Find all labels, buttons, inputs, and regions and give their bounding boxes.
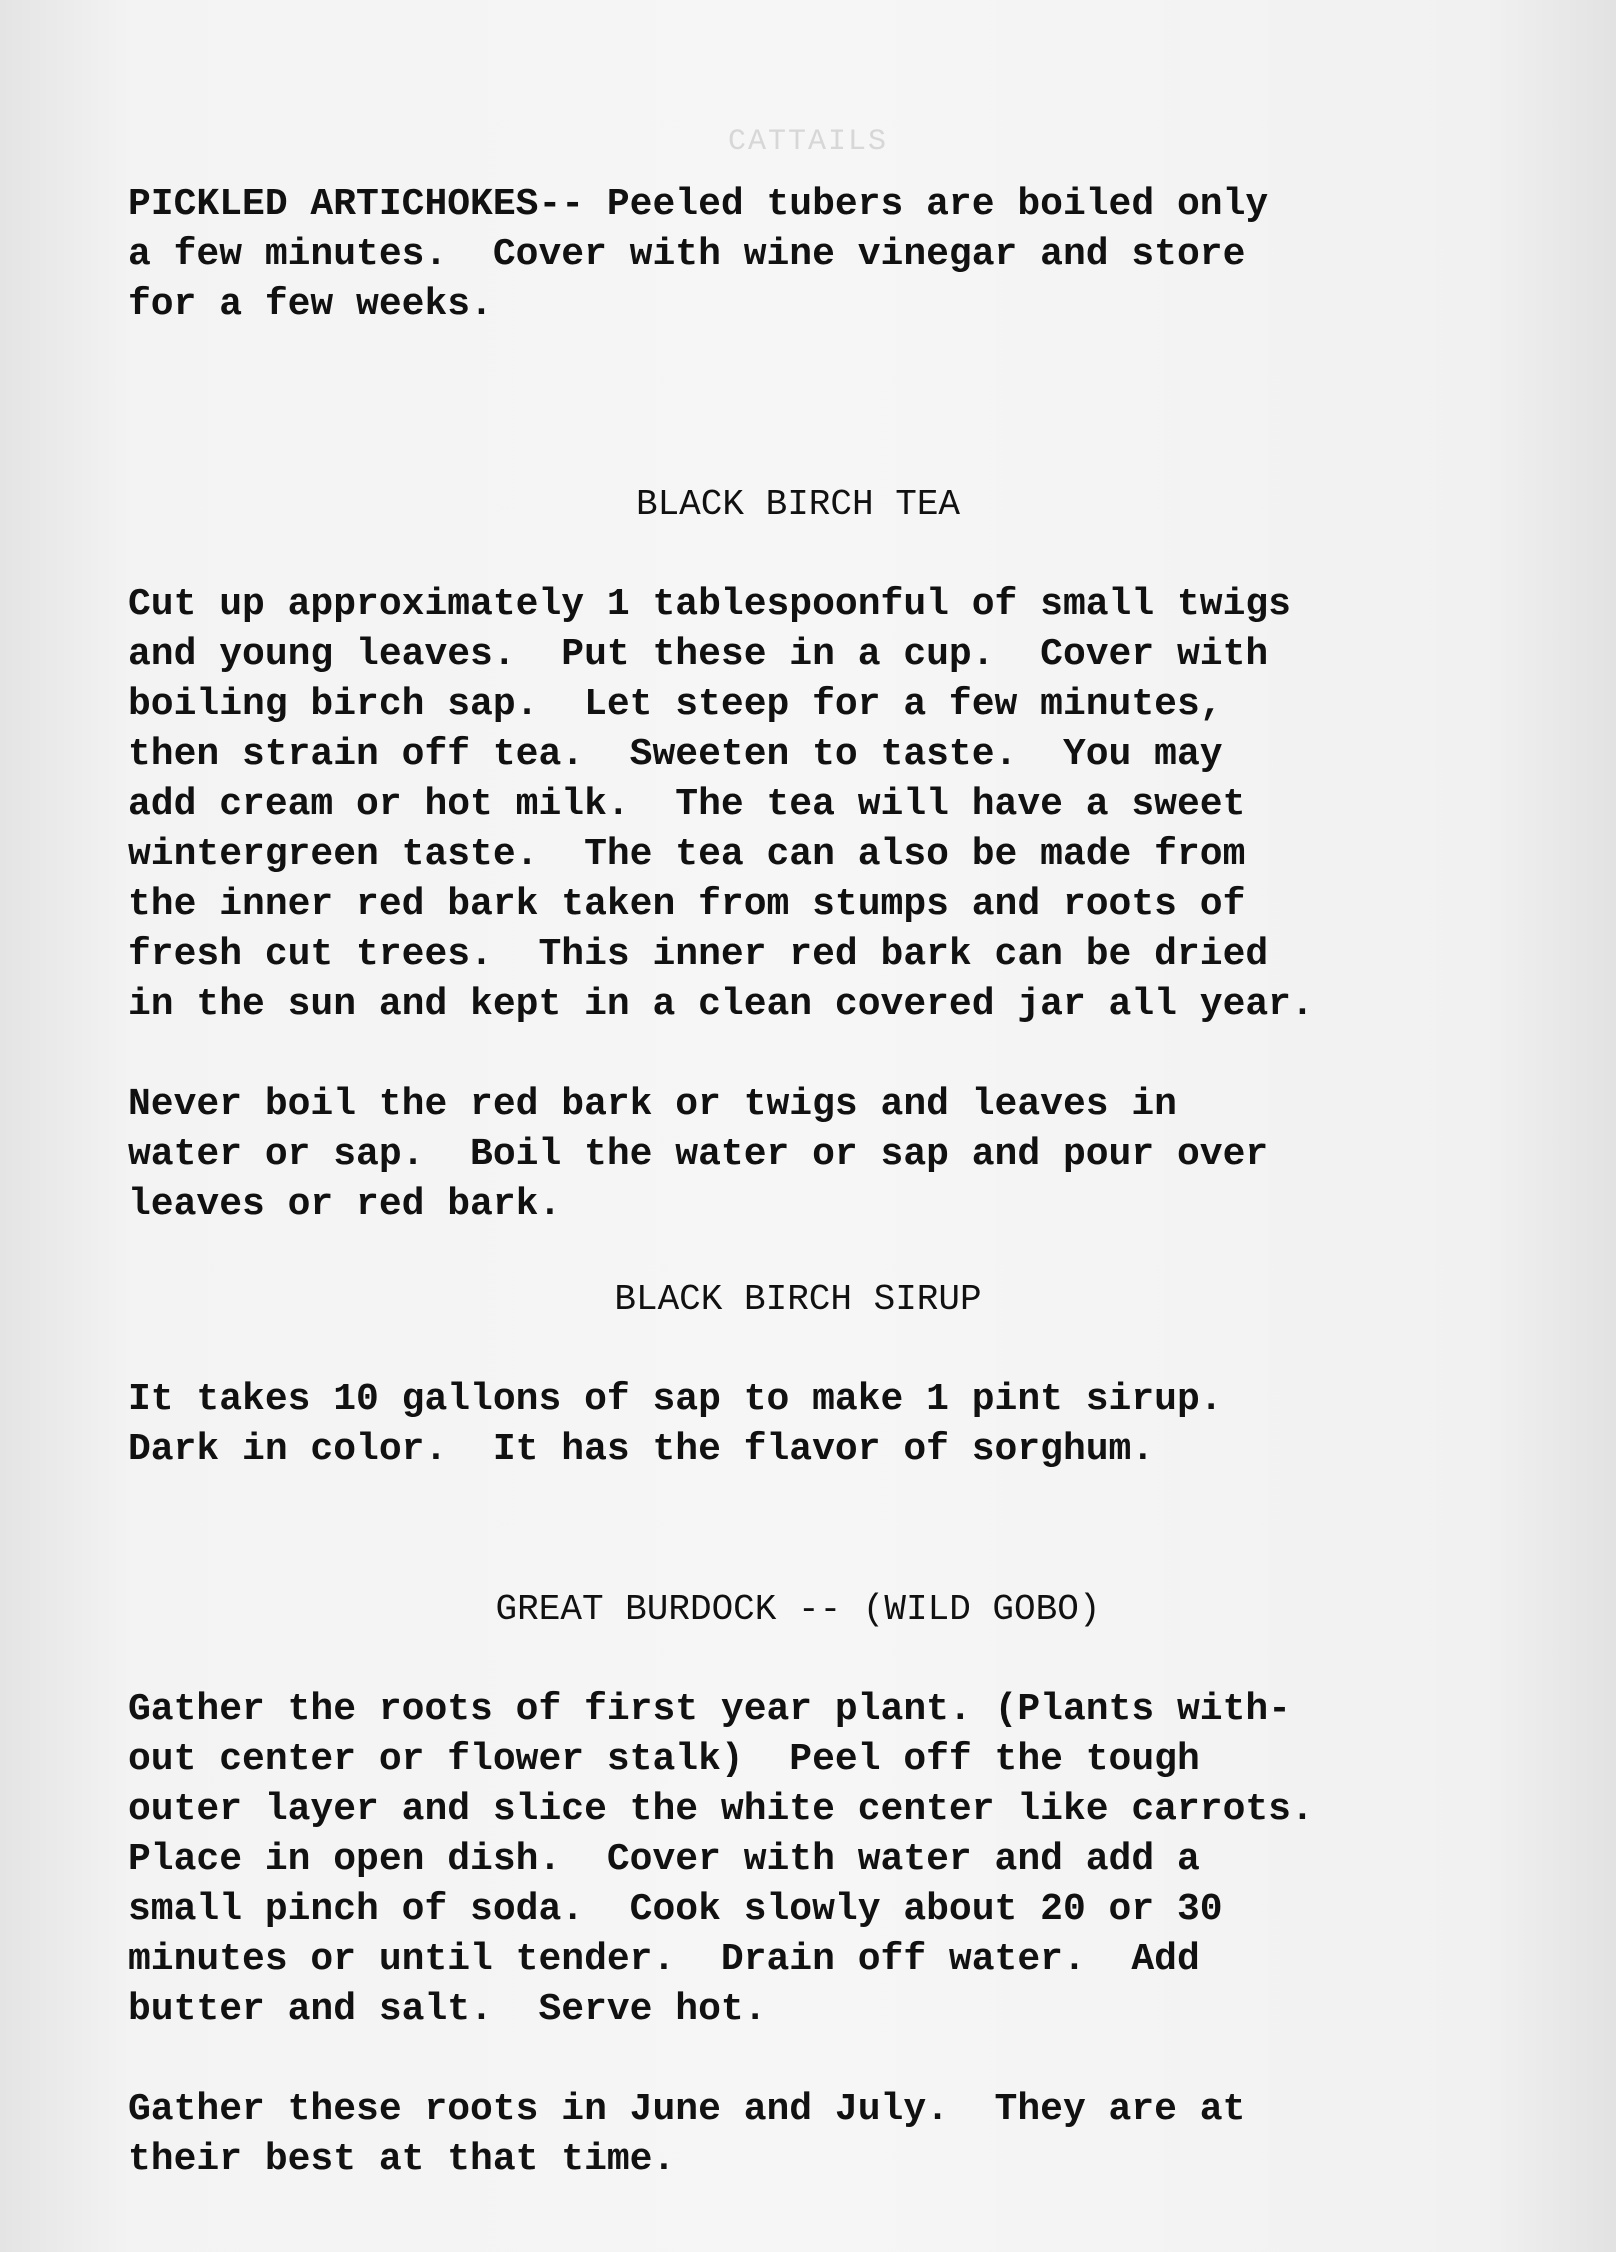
black-birch-sirup-paragraph: It takes 10 gallons of sap to make 1 pint sirup. Dark in color. It has the flavor of sorghum. [128, 1378, 1223, 1471]
black-birch-sirup-heading: BLACK BIRCH SIRUP [614, 1279, 982, 1320]
black-birch-tea-paragraph-1: Cut up approximately 1 tablespoonful of small twigs and young leaves. Put these in a cup. Cover with boiling birch sap. Let steep for a few minutes, then strain off tea. Sweeten to taste. You may add cream or hot milk. The tea will have a sweet wintergreen taste. The tea can also be made from the inner red bark taken from stumps and roots of fresh cut trees. This inner red bark can be dried in the sun and kept in a clean covered jar all year. [128, 583, 1314, 1026]
great-burdock-paragraph-1: Gather the roots of first year plant. (Plants with- out center or flower stalk) Peel off the tough outer layer and slice the white center like carrots. Place in open dish. Cover with water and add a small pinch of soda. Cook slowly about 20 or 30 minutes or until tender. Drain off water. Add butter and salt. Serve hot. [128, 1688, 1314, 2031]
recipe-content [128, 180, 1468, 2185]
black-birch-tea-heading: BLACK BIRCH TEA [635, 484, 961, 525]
great-burdock-heading: GREAT BURDOCK -- (WILD GOBO) [495, 1589, 1101, 1630]
black-birch-tea-paragraph-2: Never boil the red bark or twigs and leaves in water or sap. Boil the water or sap and pour over leaves or red bark. [128, 1083, 1269, 1226]
bleed-through-heading: CATTAILS [727, 125, 889, 159]
great-burdock-paragraph-2: Gather these roots in June and July. They are at their best at that time. [128, 2088, 1246, 2181]
pickled-artichokes-paragraph: PICKLED ARTICHOKES-- Peeled tubers are boiled only a few minutes. Cover with wine vinegar and store for a few weeks. [128, 183, 1269, 326]
